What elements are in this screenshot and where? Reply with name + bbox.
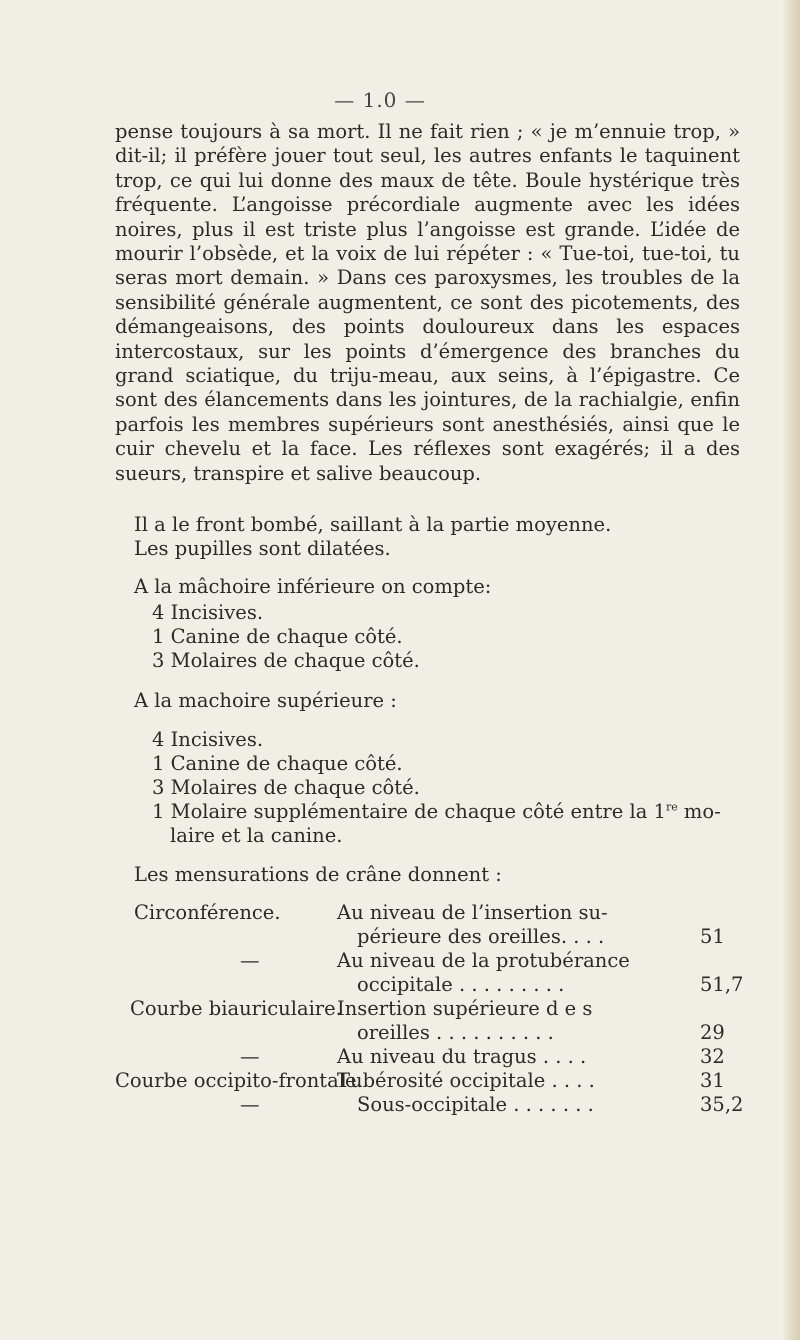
list-item-extra-molar — [152, 800, 721, 824]
upper-jaw-intro: A la machoire supérieure : — [134, 689, 397, 712]
list-item: 1 Canine de chaque côté. — [152, 752, 403, 775]
extra-molar-text: 1 Molaire supplémentaire de chaque côté entre la 1 — [152, 800, 666, 823]
table-row-desc: Tubérosité occipitale . . . . — [337, 1069, 595, 1092]
list-item: 4 Incisives. — [152, 728, 264, 751]
measurements-intro: Les mensurations de crâne donnent : — [134, 863, 502, 886]
list-item: 3 Molaires de chaque côté. — [152, 649, 420, 672]
table-row-desc: occipitale . . . . . . . . . — [357, 973, 565, 996]
table-row-value: 51,7 — [700, 973, 744, 996]
table-row-desc: Au niveau du tragus . . . . — [337, 1045, 587, 1068]
table-row-desc: Au niveau de la protubérance — [337, 949, 630, 972]
body-paragraph: pense toujours à sa mort. Il ne fait rien ; « je m’ennuie trop, » dit-il; il préfère jouer tout seul, les autres enfants le taquinent trop, ce qui lui donne des maux de tête. Boule hystérique très fréquente. L’angoisse précordiale augmente avec les idées noires, plus il est triste plus l’angoisse est grande. L’idée de mourir l’obsède, et la voix de lui répéter : « Tue-toi, tue-toi, tu seras mort demain. » Dans ces paroxysmes, les troubles de la sensibilité générale augmentent, ce sont des picotements, des démangeaisons, des points douloureux dans les espaces intercostaux, sur les points d’émergence des branches du grand sciatique, du triju-meau, aux seins, à l’épigastre. Ce sont des élancements dans les jointures, de la rachialgie, enfin parfois les membres supérieurs sont anesthésiés, ainsi que le cuir chevelu et la face. Les réflexes sont exagérés; il a des sueurs, transpire et salive beaucoup. — [115, 120, 740, 485]
table-row-label: Circonférence. — [134, 901, 281, 924]
list-item: 1 Canine de chaque côté. — [152, 625, 403, 648]
table-row-value: 31 — [700, 1069, 725, 1092]
pupils-sentence: Les pupilles sont dilatées. — [134, 537, 391, 560]
page-edge-shadow — [782, 0, 800, 1340]
table-row-value: 29 — [700, 1021, 725, 1044]
table-row-label: — — [240, 1045, 260, 1068]
table-row-value: 51 — [700, 925, 725, 948]
table-row-label: — — [240, 949, 260, 972]
list-item-continuation: laire et la canine. — [170, 824, 343, 847]
table-row-value: 32 — [700, 1045, 725, 1068]
page-number: — 1.0 — — [334, 88, 426, 112]
list-item: 3 Molaires de chaque côté. — [152, 776, 420, 799]
table-row-label: Courbe biauriculaire. — [130, 997, 342, 1020]
extra-molar-hyphen: mo- — [677, 800, 721, 823]
table-row-desc: oreilles . . . . . . . . . . — [357, 1021, 554, 1044]
table-row-label: — — [240, 1093, 260, 1116]
list-item: 4 Incisives. — [152, 601, 264, 624]
table-row-value: 35,2 — [700, 1093, 744, 1116]
lower-jaw-intro: A la mâchoire inférieure on compte: — [134, 575, 492, 598]
table-row-desc: Sous-occipitale . . . . . . . — [357, 1093, 594, 1116]
table-row-label: Courbe occipito-frontale. — [115, 1069, 363, 1092]
superscript: re — [665, 800, 678, 814]
front-sentence: Il a le front bombé, saillant à la partie moyenne. — [134, 513, 612, 536]
table-row-desc: Au niveau de l’insertion su- — [337, 901, 608, 924]
table-row-desc: périeure des oreilles. . . . — [357, 925, 605, 948]
table-row-desc: Insertion supérieure d e s — [337, 997, 593, 1020]
